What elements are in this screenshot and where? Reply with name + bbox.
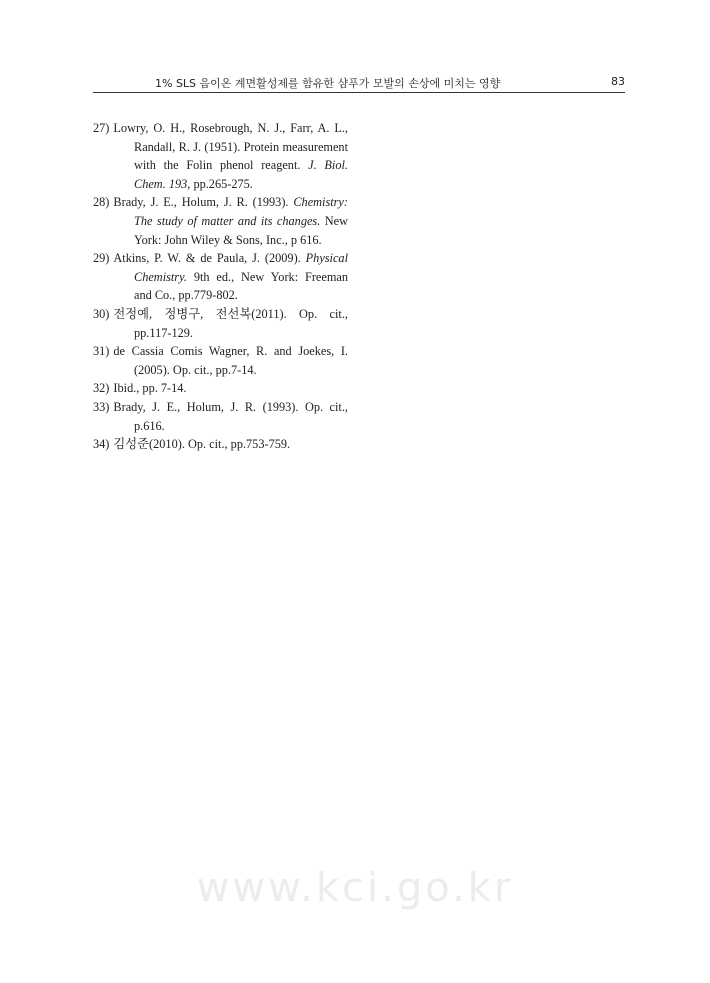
- running-header: [93, 74, 625, 93]
- reference-text: 전정예, 정병구, 전선복(2011). Op. cit., pp.117-129.: [113, 306, 348, 340]
- reference-number: 30): [93, 306, 110, 321]
- reference-text: Lowry, O. H., Rosebrough, N. J., Farr, A. L., Randall, R. J. (1951). Protein measurement with the Folin phenol reagent.: [113, 121, 348, 173]
- reference-number: 33): [93, 399, 110, 414]
- reference-item: [93, 342, 348, 379]
- reference-number: 28): [93, 195, 110, 210]
- running-title: 1% SLS 음이온 계면활성제를 함유한 샴푸가 모발의 손상에 미치는 영향: [155, 77, 501, 90]
- reference-publisher: New York: John Wiley & Sons, Inc., p 616.: [134, 213, 348, 247]
- reference-text: Brady, J. E., Holum, J. R. (1993). Op. cit., p.616.: [113, 399, 348, 433]
- reference-book-title: Physical Chemistry.: [134, 251, 348, 284]
- reference-text: Brady, J. E., Holum, J. R. (1993).: [113, 195, 289, 210]
- watermark: www.kci.go.kr: [196, 865, 514, 911]
- reference-text: de Cassia Comis Wagner, R. and Joekes, I. (2005). Op. cit., pp.7-14.: [113, 344, 348, 377]
- reference-pages: pp.265-275.: [193, 176, 253, 191]
- reference-book-title: Chemistry: The study of matter and its changes.: [134, 195, 348, 228]
- reference-number: 32): [93, 381, 110, 396]
- reference-publisher: 9th ed., New York: Freeman and Co., pp.779-802.: [134, 269, 348, 303]
- reference-item: [93, 379, 348, 398]
- page-number: 83: [611, 75, 625, 88]
- reference-item: [93, 435, 348, 454]
- reference-text: 김성준(2010). Op. cit., pp.753-759.: [113, 437, 291, 452]
- reference-item: [93, 398, 348, 435]
- reference-number: 34): [93, 437, 110, 452]
- reference-text: Atkins, P. W. & de Paula, J. (2009).: [113, 251, 301, 266]
- reference-item: [93, 119, 348, 193]
- reference-number: 27): [93, 121, 110, 135]
- reference-item: [93, 249, 348, 305]
- reference-item: [93, 305, 348, 342]
- reference-text: Ibid., pp. 7-14.: [113, 381, 187, 396]
- reference-list: [93, 119, 348, 454]
- reference-number: 29): [93, 251, 110, 266]
- reference-journal: J. Biol. Chem. 193,: [134, 158, 348, 191]
- reference-number: 31): [93, 344, 110, 359]
- reference-item: [93, 193, 348, 249]
